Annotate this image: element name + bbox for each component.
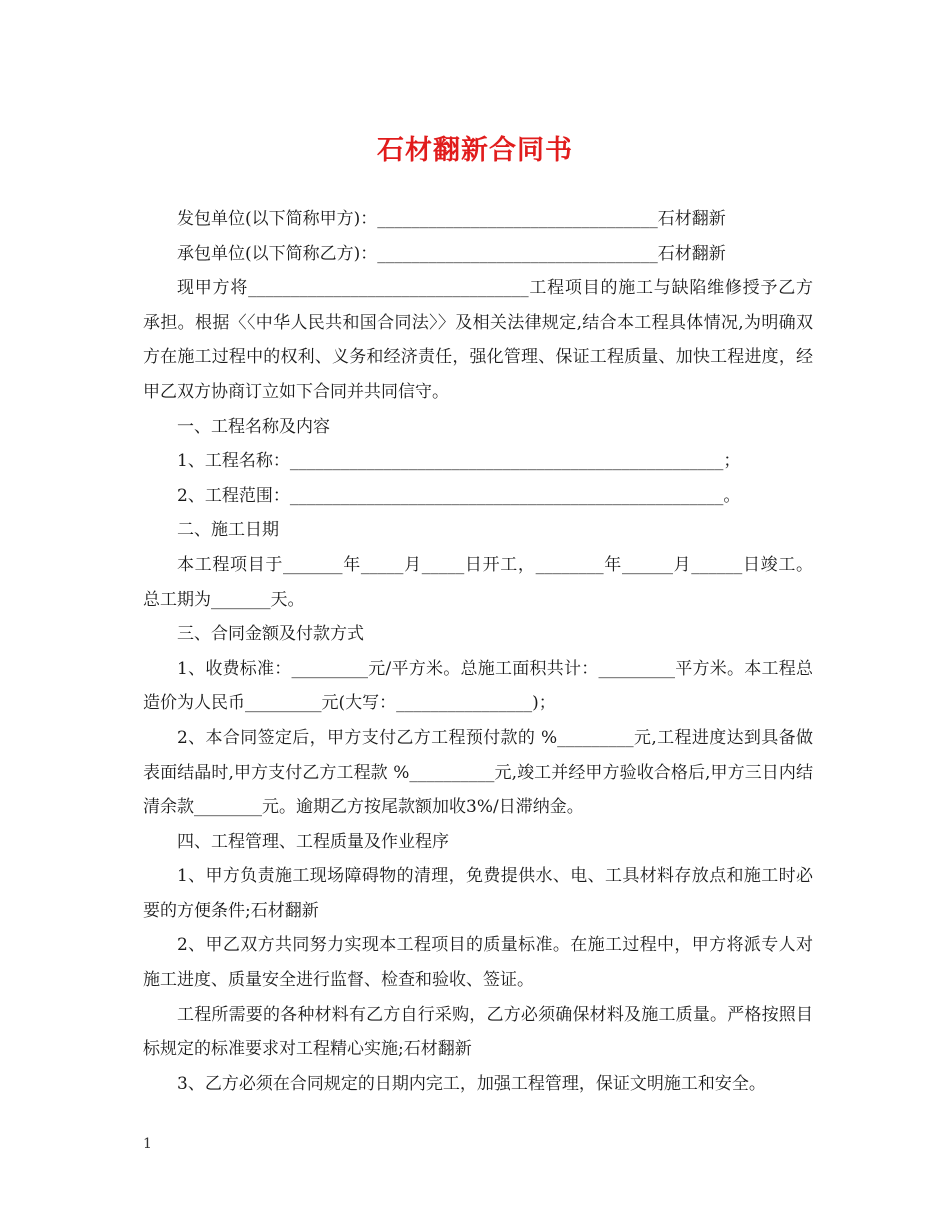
paragraph-materials: 工程所需要的各种材料有乙方自行采购，乙方必须确保材料及施工质量。严格按照目标规定的标准要求对工程精心实施;石材翻新: [143, 1004, 813, 1060]
section-heading-2: 二、施工日期: [177, 520, 279, 541]
section-heading-3: 三、合同金额及付款方式: [177, 624, 364, 645]
paragraph-site-clearing: 1、甲方负责施工现场障碍物的清理，免费提供水、电、工具材料存放点和施工时必要的方便条件;石材翻新: [143, 866, 813, 921]
page-number: 1: [143, 1136, 152, 1152]
document-title: 石材翻新合同书: [377, 135, 573, 166]
paragraph-quality: 2、甲乙双方共同努力实现本工程项目的质量标准。在施工过程中，甲方将派专人对施工进度、质量安全进行监督、检查和验收、签证。: [143, 935, 813, 991]
section-heading-4: 四、工程管理、工程质量及作业程序: [177, 831, 449, 852]
paragraph-payment: 2、本合同签定后，甲方支付乙方工程预付款的 %_________元,工程进度达到具备做表面结晶时,甲方支付乙方工程款 %__________元,竣工并经甲方验收合格后,甲方三日内结清余款________元。逾期乙方按尾款额加收3%/日滞纳金。: [143, 727, 813, 818]
section-heading-1: 一、工程名称及内容: [177, 416, 330, 437]
paragraph-fee-standard: 1、收费标准：_________元/平方米。总施工面积共计：_________平方米。本工程总造价为人民币_________元(大写：________________)；: [143, 658, 813, 714]
paragraph-party-a: 发包单位(以下简称甲方)：_________________________________石材翻新: [177, 209, 726, 229]
paragraph-preamble: 现甲方将_________________________________工程项目的施工与缺陷维修授予乙方承担。根据〈〈中华人民共和国合同法〉〉及相关法律规定,结合本工程具体情况,为明确双方在施工过程中的权利、义务和经济责任，强化管理、保证工程质量、加快工程进度，经甲乙双方协商订立如下合同并共同信守。: [143, 278, 813, 402]
paragraph-schedule: 本工程项目于_______年_____月_____日开工，________年______月______日竣工。总工期为_______天。: [143, 554, 813, 610]
paragraph-completion: 3、乙方必须在合同规定的日期内完工，加强工程管理，保证文明施工和安全。: [177, 1073, 766, 1094]
paragraph-project-name: 1、工程名称：___________________________________________________；: [177, 451, 741, 472]
paragraph-project-scope: 2、工程范围：___________________________________________________。: [177, 485, 741, 506]
document-body: [143, 202, 813, 1101]
paragraph-party-b: 承包单位(以下简称乙方)：_________________________________石材翻新: [177, 243, 726, 264]
